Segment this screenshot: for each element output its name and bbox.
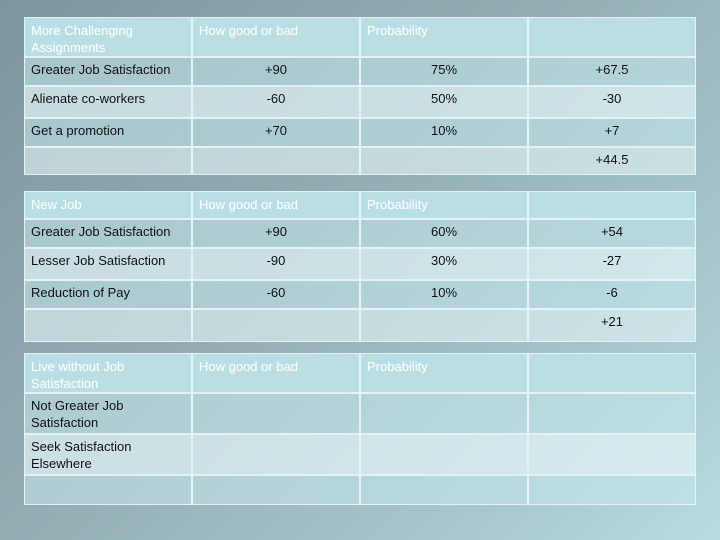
outcome-cell: Lesser Job Satisfaction bbox=[24, 248, 192, 280]
probability-cell bbox=[360, 434, 528, 475]
value-cell bbox=[192, 434, 360, 475]
result-cell: -30 bbox=[528, 86, 696, 118]
table-row bbox=[24, 248, 696, 280]
table-row bbox=[24, 219, 696, 248]
good-bad-header: How good or bad bbox=[192, 191, 360, 219]
probability-cell: 10% bbox=[360, 118, 528, 147]
probability-cell: 30% bbox=[360, 248, 528, 280]
probability-header: Probability bbox=[360, 353, 528, 393]
probability-header: Probability bbox=[360, 17, 528, 57]
result-cell: +54 bbox=[528, 219, 696, 248]
table-row bbox=[24, 57, 696, 86]
decision-table-3 bbox=[24, 353, 696, 505]
probability-cell bbox=[360, 393, 528, 434]
good-bad-header: How good or bad bbox=[192, 353, 360, 393]
result-cell: -27 bbox=[528, 248, 696, 280]
result-header bbox=[528, 191, 696, 219]
option-header: More Challenging Assignments bbox=[24, 17, 192, 57]
result-cell bbox=[528, 434, 696, 475]
value-cell: -60 bbox=[192, 86, 360, 118]
expected-value-total: +44.5 bbox=[528, 147, 696, 175]
value-cell: +90 bbox=[192, 219, 360, 248]
result-header bbox=[528, 353, 696, 393]
value-cell: -90 bbox=[192, 248, 360, 280]
probability-cell: 10% bbox=[360, 280, 528, 309]
good-bad-header: How good or bad bbox=[192, 17, 360, 57]
outcome-cell: Get a promotion bbox=[24, 118, 192, 147]
table-row bbox=[24, 86, 696, 118]
value-cell bbox=[192, 475, 360, 505]
outcome-cell: Reduction of Pay bbox=[24, 280, 192, 309]
table-header-row bbox=[24, 17, 696, 57]
probability-header: Probability bbox=[360, 191, 528, 219]
probability-cell bbox=[360, 475, 528, 505]
outcome-cell: Greater Job Satisfaction bbox=[24, 57, 192, 86]
decision-table-1 bbox=[24, 17, 696, 175]
value-cell: -60 bbox=[192, 280, 360, 309]
table-header-row bbox=[24, 191, 696, 219]
result-header bbox=[528, 17, 696, 57]
result-cell: -6 bbox=[528, 280, 696, 309]
outcome-cell: Not Greater Job Satisfaction bbox=[24, 393, 192, 434]
expected-value-total: +21 bbox=[528, 309, 696, 342]
table-header-row bbox=[24, 353, 696, 393]
decision-table-2 bbox=[24, 191, 696, 342]
probability-cell: 75% bbox=[360, 57, 528, 86]
table-row bbox=[24, 280, 696, 309]
probability-cell: 60% bbox=[360, 219, 528, 248]
table-row bbox=[24, 118, 696, 147]
outcome-cell bbox=[24, 475, 192, 505]
table-row bbox=[24, 475, 696, 505]
outcome-cell: Alienate co-workers bbox=[24, 86, 192, 118]
probability-cell: 50% bbox=[360, 86, 528, 118]
result-cell bbox=[528, 475, 696, 505]
result-cell: +7 bbox=[528, 118, 696, 147]
option-header: Live without Job Satisfaction bbox=[24, 353, 192, 393]
result-cell: +67.5 bbox=[528, 57, 696, 86]
table-row bbox=[24, 434, 696, 475]
outcome-cell: Greater Job Satisfaction bbox=[24, 219, 192, 248]
total-row bbox=[24, 309, 696, 342]
result-cell bbox=[528, 393, 696, 434]
outcome-cell: Seek Satisfaction Elsewhere bbox=[24, 434, 192, 475]
value-cell: +90 bbox=[192, 57, 360, 86]
option-header: New Job bbox=[24, 191, 192, 219]
value-cell: +70 bbox=[192, 118, 360, 147]
value-cell bbox=[192, 393, 360, 434]
table-row bbox=[24, 393, 696, 434]
total-row bbox=[24, 147, 696, 175]
